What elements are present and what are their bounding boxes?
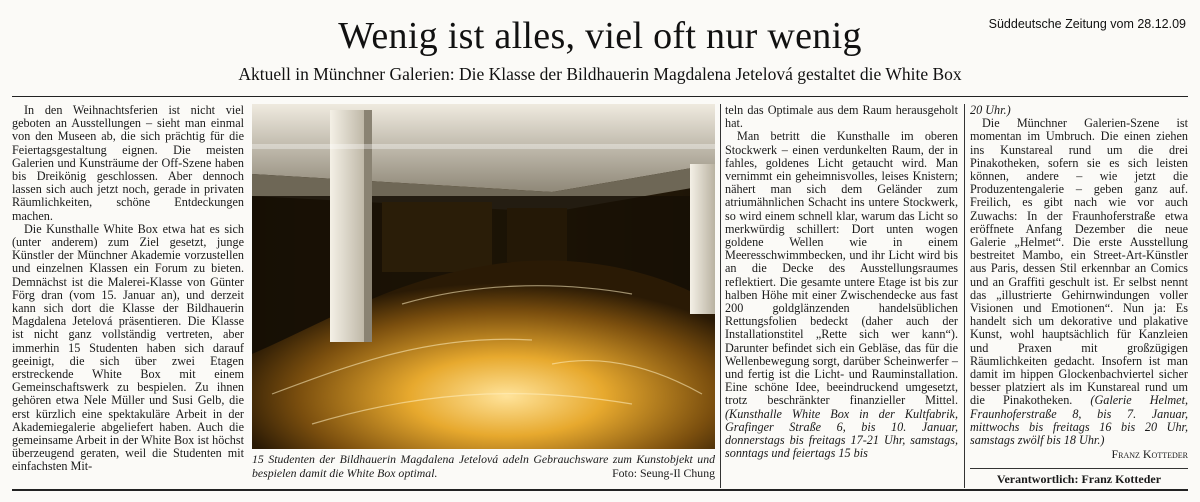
- column-divider: [964, 104, 965, 488]
- column-divider: [720, 104, 721, 488]
- subheadline: Aktuell in Münchner Galerien: Die Klasse der Bildhauerin Magdalena Jetelová gestaltet die White Box: [238, 64, 962, 84]
- caption-text: 15 Studenten der Bildhauerin Magdalena Jetelová adeln Gebrauchsware zum Kunstobjekt und bespielen damit die White Box optimal.: [252, 452, 715, 480]
- paragraph-body: Man betritt die Kunsthalle im oberen Stockwerk – einen verdunkelten Raum, der in fahles, goldenes Licht getaucht wird. Man vernimmt ein geheimnisvolles, leises Knistern; nähert man sich dem Geländer zum atriumähnlichen Schacht ins untere Stockwerk, so wird einem schnell klar, warum das Licht so merkwürdig schillert: Dort unten wogen goldene Wellen wie in einem Meeresschwimmbecken, und ihr Licht wird bis an die Decke des Ausstellungsraumes reflektiert. Die gesamte untere Etage ist bis zur halben Höhe mit einer Zwischendecke aus fast 200 goldglänzenden handelsüblichen Rettungsfolien bedeckt (daher auch der Installationstitel „Rette sich wer kann“). Darunter befindet sich ein Gebläse, das für die Wellenbewegung sorgt, darüber Scheinwerfer – und fertig ist die Licht- und Rauminstallation. Eine schöne Idee, beeindruckend umgesetzt, trotz beschränkter finanzieller Mittel.: [725, 129, 958, 408]
- installation-photo: [252, 104, 715, 449]
- venue-info: (Galerie Helmet, Fraunhoferstraße 8, bis 7. Januar, mittwochs bis freitags 16 bis 20 Uhr, samstags zwölf bis 18 Uhr.): [970, 393, 1188, 448]
- headline: Wenig ist alles, viel oft nur wenig: [338, 15, 862, 57]
- venue-info: (Kunsthalle White Box in der Kultfabrik, Grafinger Straße 6, bis 10. Januar, donnerstags bis freitags 17-21 Uhr, samstags, sonntags und feiertags 15 bis: [725, 406, 958, 461]
- top-rule: [12, 96, 1188, 97]
- divider: [970, 468, 1188, 469]
- article-column-4: [970, 104, 1188, 487]
- paragraph: [725, 130, 958, 460]
- paragraph: In den Weihnachtsferien ist nicht viel geboten an Ausstellungen – sieht man einmal von den Museen ab, die sich prächtig für die Feiertagsgestaltung eignen. Die meisten Galerien und Kunsträume der Off-Szene haben bis Dreikönig geschlossen. Aber dennoch lassen sich auch jetzt noch, gerade in privaten Räumlichkeiten, schöne Entdeckungen machen.: [12, 103, 244, 223]
- author-byline: Franz Kotteder: [1111, 447, 1188, 462]
- paragraph: Die Kunsthalle White Box etwa hat es sich (unter anderem) zum Ziel gesetzt, junge Künstler der Münchner Akademie vorzustellen und einzelnen Klassen ein Forum zu bieten. Demnächst ist die Malerei-Klasse von Günter Förg dran (vom 15. Januar an), und derzeit kann sich dort die Klasse der Bildhauerin Magdalena Jetelová präsentieren. Die Klasse ist nicht ganz vollständig vertreten, aber immerhin 15 Studenten haben sich darauf geeinigt, die sich über zwei Etagen erstreckende White Box mit einem Gemeinschaftswerk zu bespielen. Zu ihnen gehören etwa Nele Müller und Susi Gelb, die erst kürzlich eine spektakuläre Arbeit in der Akademiegalerie abgeliefert haben. Auch die gemeinsame Arbeit in der White Box ist höchst überzeugend geraten, weil die Studenten mit einfachsten Mit-: [12, 221, 244, 474]
- paragraph: teln das Optimale aus dem Raum herausgeholt hat.: [725, 103, 958, 131]
- bottom-rule: [12, 489, 1188, 491]
- photo-illustration: [252, 104, 715, 449]
- photo-credit: Foto: Seung-Il Chung: [612, 465, 715, 480]
- article-column-3: [725, 104, 958, 460]
- source-note: Süddeutsche Zeitung vom 28.12.09: [988, 17, 1186, 31]
- paragraph-body: Die Münchner Galerien-Szene ist momentan im Umbruch. Die einen ziehen ins Kunstareal rund um die drei Pinakotheken, sofern sie es sich leisten können, andere – wie jetzt die Produzentengalerie – geben ganz auf. Freilich, es gibt nach wie vor auch Zuwachs: In der Fraunhoferstraße etwa eröffnete Anfang Dezember die neue Galerie „Helmet“. Die erste Ausstellung bestreitet Mambo, ein Street-Art-Künstler aus Paris, dessen Stil erkennbar an Comics und an Graffiti geschult ist. Er selbst nennt das „illustrierte Gehirnwindungen voller Visionen und Emotionen“. Nun ja: Es handelt sich um dekorative und plakative Kunst, wohl hauptsächlich für Kanzleien und Praxen mit großzügigen Räumlichkeiten gedacht. Insofern ist man damit im hippen Glockenbachviertel sicher besser platziert als im Kunstareal rund um die Pinakotheken.: [970, 116, 1188, 408]
- paragraph: [970, 117, 1188, 447]
- article-column-1: [12, 104, 244, 474]
- responsible-editor: Verantwortlich: Franz Kotteder: [996, 472, 1162, 487]
- photo-caption: [252, 453, 715, 480]
- venue-info-end: 20 Uhr.): [970, 103, 1011, 117]
